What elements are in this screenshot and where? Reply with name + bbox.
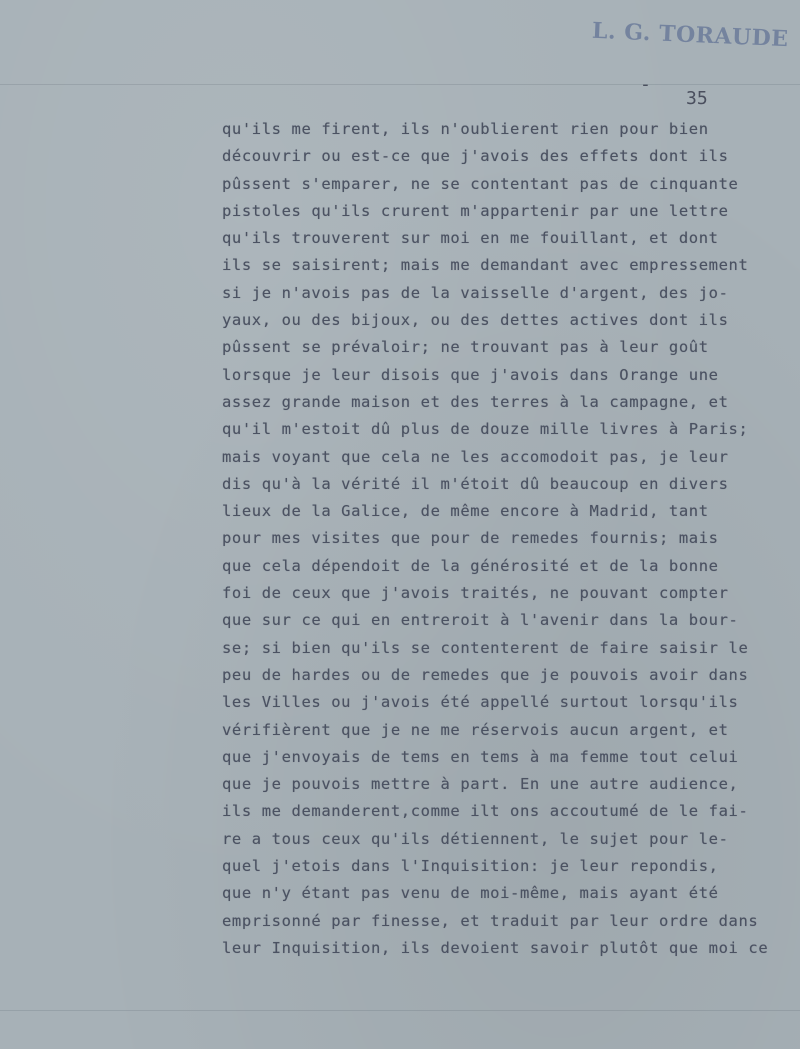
library-stamp: L. G. TORAUDE <box>591 17 790 53</box>
text-line: assez grande maison et des terres à la campagne, et <box>222 392 729 411</box>
text-line: mais voyant que cela ne les accomodoit pas, je leur <box>222 447 729 466</box>
text-line: ils me demanderent,comme ilt ons accoutumé de le fai- <box>222 802 749 821</box>
text-line: si je n'avois pas de la vaisselle d'argent, des jo- <box>222 283 729 302</box>
text-line: qu'ils me firent, ils n'oublierent rien pour bien <box>222 120 709 138</box>
text-line: ils se saisirent; mais me demandant avec empressement <box>222 256 749 275</box>
text-line: lieux de la Galice, de même encore à Madrid, tant <box>222 502 709 521</box>
paper-crease <box>0 1010 800 1011</box>
text-line: pistoles qu'ils crurent m'appartenir par une lettre <box>222 201 729 220</box>
text-line: quel j'etois dans l'Inquisition: je leur repondis, <box>222 857 719 876</box>
paper-crease <box>0 84 800 85</box>
text-line: que cela dépendoit de la générosité et de la bonne <box>222 556 719 575</box>
text-line: vérifièrent que je ne me réservois aucun argent, et <box>222 720 729 739</box>
text-line: se; si bien qu'ils se contenterent de faire saisir le <box>222 638 749 657</box>
text-line: découvrir ou est-ce que j'avois des effets dont ils <box>222 147 729 166</box>
text-line: pûssent s'emparer, ne se contentant pas de cinquante <box>222 174 739 193</box>
page-dash: - <box>640 74 651 95</box>
text-line: que je pouvois mettre à part. En une autre audience, <box>222 775 739 794</box>
text-line: les Villes ou j'avois été appellé surtout lorsqu'ils <box>222 693 739 712</box>
page-number: 35 <box>686 88 708 109</box>
text-line: que sur ce qui en entreroit à l'avenir dans la bour- <box>222 611 739 630</box>
text-line: emprisonné par finesse, et traduit par leur ordre dans <box>222 911 759 930</box>
text-line: que j'envoyais de tems en tems à ma femme tout celui <box>222 747 739 766</box>
text-line: yaux, ou des bijoux, ou des dettes actives dont ils <box>222 311 729 330</box>
text-line: leur Inquisition, ils devoient savoir plutôt que moi ce <box>222 938 769 957</box>
text-line: pûssent se prévaloir; ne trouvant pas à leur goût <box>222 338 709 357</box>
text-line: qu'il m'estoit dû plus de douze mille livres à Paris; <box>222 420 749 439</box>
text-line: peu de hardes ou de remedes que je pouvois avoir dans <box>222 665 749 684</box>
text-line: foi de ceux que j'avois traités, ne pouvant compter <box>222 584 729 603</box>
text-line: qu'ils trouverent sur moi en me fouillant, et dont <box>222 229 719 248</box>
text-line: pour mes visites que pour de remedes fournis; mais <box>222 529 719 548</box>
typed-text-block <box>222 116 768 962</box>
text-line: dis qu'à la vérité il m'étoit dû beaucoup en divers <box>222 474 729 493</box>
text-line: re a tous ceux qu'ils détiennent, le sujet pour le- <box>222 829 729 848</box>
text-line: que n'y étant pas venu de moi-même, mais ayant été <box>222 884 719 903</box>
text-line: lorsque je leur disois que j'avois dans Orange une <box>222 365 719 384</box>
